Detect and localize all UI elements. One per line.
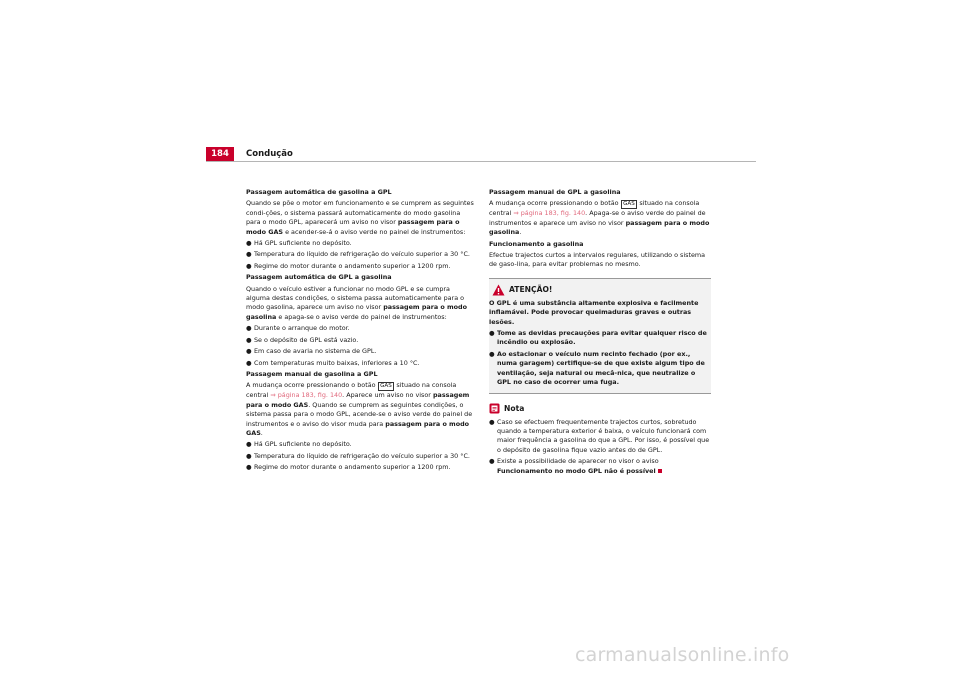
page-reference-link[interactable]: ⇒ página 183, fig. 140 [513,209,586,218]
paragraph: A mudança ocorre pressionando o botão GAS situado na consola central ⇒ página 183, fig. 140. Aparece um aviso no visor passagem para o modo GAS. Quando se cumprem as seguintes condições, o sistema passa para o modo GPL, acende-se o aviso verde do painel de instrumentos e o aviso do visor muda para passagem para o modo GAS. [246,381,473,437]
warning-triangle-icon [492,284,505,296]
section-heading: Passagem automática de gasolina a GPL [246,188,392,196]
bullet-icon: ● [246,347,252,356]
bullet-icon: ● [246,324,252,333]
note-icon [489,403,500,414]
list-item: ● Temperatura do líquido de refrigeração do veículo superior a 30 °C. [246,250,470,259]
paragraph: A mudança ocorre pressionando o botão GAS situado na consola central ⇒ página 183, fig. 140. Apaga-se o aviso verde do painel de instrumentos e aparece um aviso no visor passagem para o modo gasolina. [489,199,710,237]
bullet-icon: ● [246,463,252,472]
list-item: ● Durante o arranque do motor. [246,324,350,333]
bullet-list [489,329,709,387]
right-column [489,188,711,478]
list-item: ● Se o depósito de GPL está vazio. [246,335,359,344]
note-title: Nota [504,403,525,413]
bullet-icon: ● [246,451,252,460]
section-heading: Funcionamento a gasolina [489,239,584,248]
list-item: ● Regime do motor durante o andamento superior a 1200 rpm. [246,463,451,472]
list-item: ● Temperatura do líquido de refrigeração do veículo superior a 30 °C. [246,451,470,460]
chapter-title: Condução [246,149,293,159]
section-heading: Passagem manual de gasolina a GPL [246,369,378,378]
section-heading: Passagem automática de GPL a gasolina [246,273,392,282]
bullet-list [246,440,474,472]
bullet-icon: ● [246,250,252,259]
list-item: ● Há GPL suficiente no depósito. [246,440,352,449]
bullet-icon: ● [246,239,252,248]
bullet-list [246,324,474,368]
bullet-icon: ● [489,349,495,358]
bullet-list [489,418,711,476]
bullet-icon: ● [489,417,495,426]
list-item: ● Regime do motor durante o andamento superior a 1200 rpm. [246,261,451,270]
watermark: carmanualsonline.info [575,644,790,666]
gas-key-icon: GAS [621,200,638,209]
page-reference-link[interactable]: ⇒ página 183, fig. 140 [270,391,343,400]
warning-title: ATENÇÃO! [509,285,553,295]
paragraph: Quando se põe o motor em funcionamento e se cumprem as seguintes condi-ções, o sistema passará automaticamente do modo gasolina para o modo GPL, aparecerá um aviso no visor passagem para o modo GAS e acender-se-á o aviso verde no painel de instrumentos: [246,199,474,236]
paragraph: Quando o veículo estiver a funcionar no modo GPL e se cumpra alguma destas condições, o sistema passa automaticamente para o modo gasolina, aparece um aviso no visor passagem para o modo gasolina e apaga-se o aviso verde do painel de instrumentos: [246,284,468,321]
header-divider [206,161,756,162]
bullet-icon: ● [489,457,495,466]
list-item: ● Caso se efectuem frequentemente trajectos curtos, sobretudo quando a temperatura exterior é baixa, o veículo funcionará com maior frequência a gasolina do que a GPL. Por isso, é possível que o depósito de gasolina fique vazio antes do de GPL. [489,417,710,454]
bullet-list [246,239,474,271]
list-item: ● Ao estacionar o veículo num recinto fechado (por ex., numa garagem) certifique-se de que existe algum tipo de ventilação, seja natural ou mecâ-nica, que neutralize o GPL no caso de ocorrer uma fuga. [489,349,705,387]
bullet-icon: ● [246,358,252,367]
bullet-icon: ● [246,440,252,449]
gas-key-icon: GAS [378,382,395,391]
warning-box [489,278,711,394]
bullet-icon: ● [246,261,252,270]
list-item: ● Há GPL suficiente no depósito. [246,239,352,248]
bullet-icon: ● [246,335,252,344]
note-header [489,402,711,416]
page-number: 184 [206,147,234,162]
list-item: ● Tome as devidas precauções para evitar qualquer risco de incêndio ou explosão. [489,329,707,347]
section-end-icon [658,469,662,473]
warning-text: O GPL é uma substância altamente explosiva e facilmente inflamável. Pode provocar queimaduras graves e outras lesões. [489,298,699,326]
list-item: ● Existe a possibilidade de aparecer no visor o aviso Funcionamento no modo GPL não é possível [489,457,711,476]
section-heading: Passagem manual de GPL a gasolina [489,188,621,196]
list-item: ● Com temperaturas muito baixas, inferiores a 10 °C. [246,358,420,367]
list-item: ● Em caso de avaria no sistema de GPL. [246,347,377,356]
bullet-icon: ● [489,329,495,338]
left-column [246,188,474,475]
paragraph: Efectue trajectos curtos a intervalos regulares, utilizando o sistema de gaso-lina, para evitar problemas no mesmo. [489,251,706,269]
